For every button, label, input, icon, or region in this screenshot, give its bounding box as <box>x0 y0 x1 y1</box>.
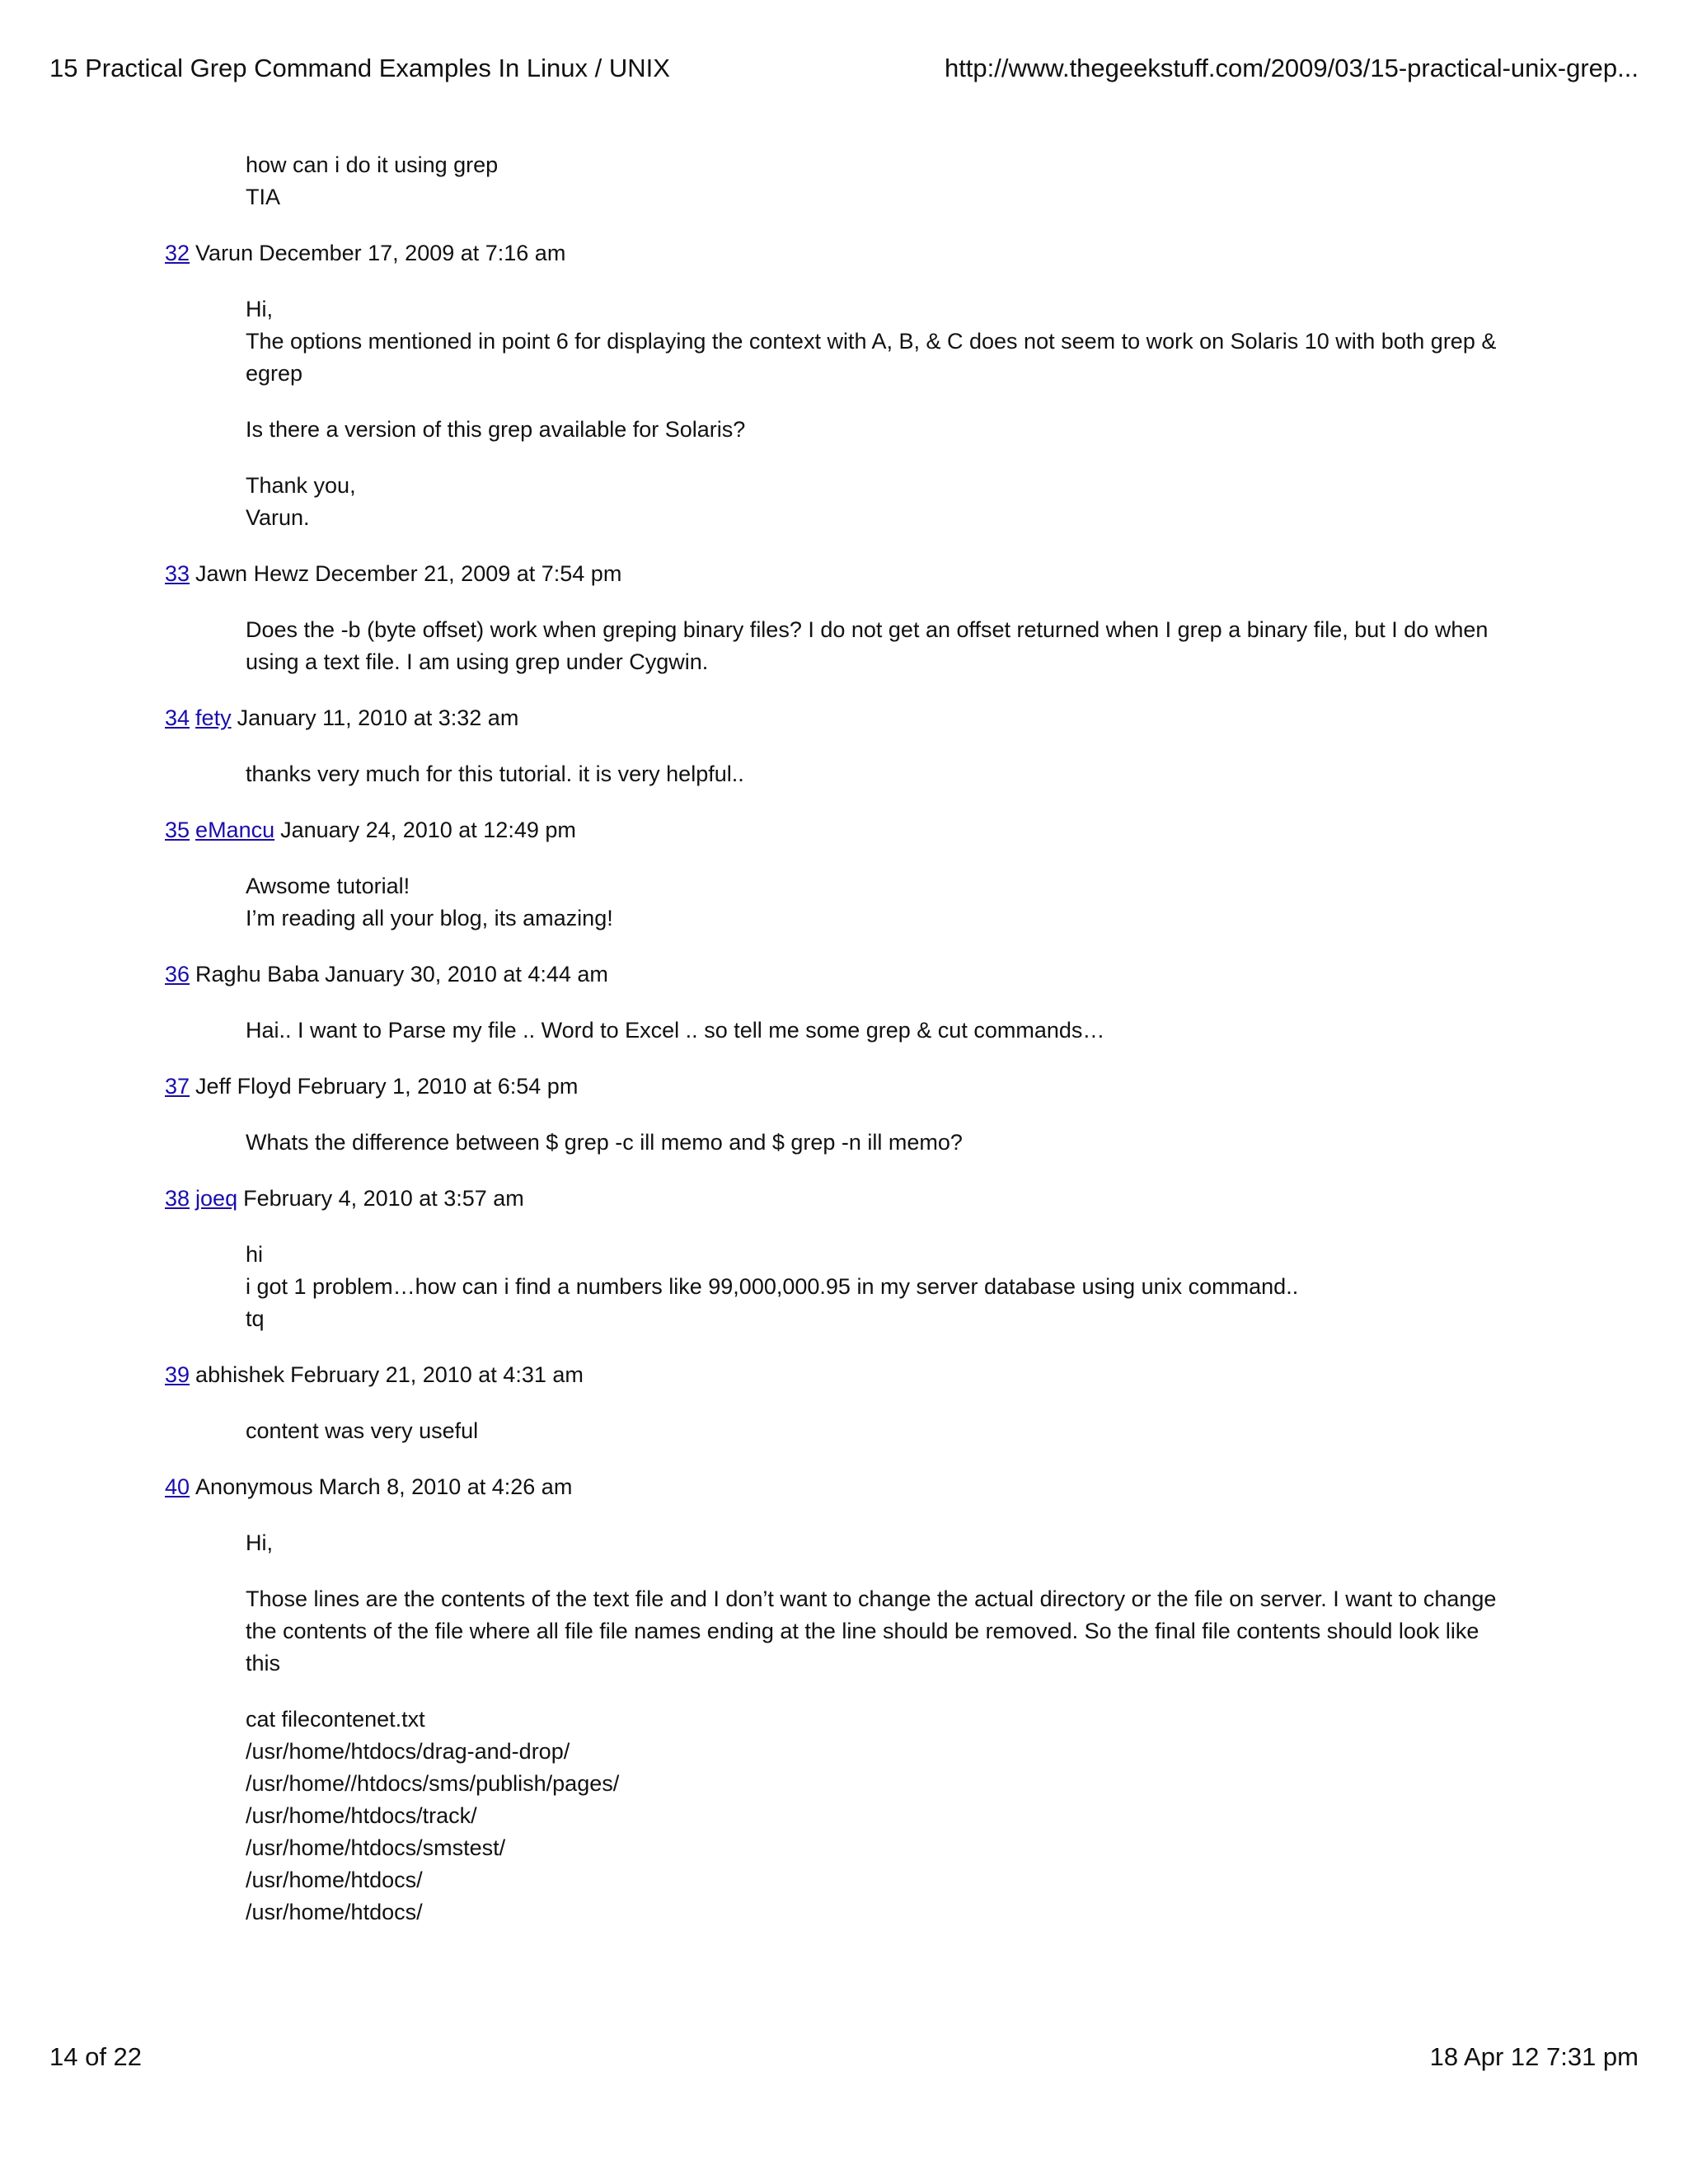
comment-meta <box>165 1359 1517 1391</box>
page-footer-datetime: 18 Apr 12 7:31 pm <box>1429 2042 1639 2071</box>
page-header-url: http://www.thegeekstuff.com/2009/03/15-practical-unix-grep... <box>944 54 1639 82</box>
comment-meta <box>165 702 1517 734</box>
comment-number-link[interactable]: 37 <box>165 1074 190 1099</box>
comment-date: February 4, 2010 at 3:57 am <box>243 1186 524 1211</box>
comment-paragraph <box>246 758 1519 790</box>
comment-date: March 8, 2010 at 4:26 am <box>318 1474 573 1499</box>
comment-meta <box>165 1471 1517 1503</box>
comment-paragraph <box>246 1239 1519 1335</box>
comment-author: Jeff Floyd <box>195 1074 292 1099</box>
comment-date: January 30, 2010 at 4:44 am <box>325 962 608 987</box>
comment-32 <box>165 237 1517 534</box>
comment-thread <box>165 149 1517 1952</box>
text-line: cat filecontenet.txt <box>246 1707 425 1732</box>
page-footer-count: 14 of 22 <box>49 2042 143 2071</box>
comment-35 <box>165 814 1517 935</box>
intro-text <box>246 149 1519 213</box>
text-line: /usr/home//htdocs/sms/publish/pages/ <box>246 1771 620 1796</box>
comment-date: January 11, 2010 at 3:32 am <box>237 705 519 730</box>
comment-date: January 24, 2010 at 12:49 pm <box>280 818 576 842</box>
text-line: /usr/home/htdocs/ <box>246 1900 423 1924</box>
text-line: content was very useful <box>246 1418 479 1443</box>
comment-author-link[interactable]: eMancu <box>195 818 275 842</box>
comment-author: abhishek <box>195 1362 285 1387</box>
comment-paragraph <box>246 1527 1519 1559</box>
text-line: Does the -b (byte offset) work when greping binary files? I do not get an offset returned when I grep a binary file, but I do when <box>246 617 1489 642</box>
text-line: TIA <box>246 185 281 209</box>
text-line: Is there a version of this grep available for Solaris? <box>246 417 746 442</box>
comment-paragraph <box>246 1583 1519 1680</box>
comment-author: Varun <box>195 241 254 265</box>
text-line: /usr/home/htdocs/smstest/ <box>246 1835 506 1860</box>
comment-paragraph <box>246 414 1519 446</box>
comment-paragraph <box>246 1415 1519 1447</box>
text-line: Whats the difference between $ grep -c ill memo and $ grep -n ill memo? <box>246 1130 963 1155</box>
text-line: i got 1 problem…how can i find a numbers like 99,000,000.95 in my server database using unix command.. <box>246 1274 1299 1299</box>
comment-number-link[interactable]: 33 <box>165 561 190 586</box>
comment-list <box>165 237 1517 1929</box>
comment-paragraph <box>246 1127 1519 1159</box>
text-line: Varun. <box>246 505 310 530</box>
text-line: how can i do it using grep <box>246 152 499 177</box>
comment-meta <box>165 958 1517 991</box>
comment-paragraph <box>246 293 1519 390</box>
comment-date: February 1, 2010 at 6:54 pm <box>297 1074 579 1099</box>
text-line: /usr/home/htdocs/ <box>246 1868 423 1892</box>
comment-date: December 17, 2009 at 7:16 am <box>259 241 566 265</box>
text-line: tq <box>246 1306 265 1331</box>
text-line: /usr/home/htdocs/drag-and-drop/ <box>246 1739 570 1764</box>
comment-author-link[interactable]: fety <box>195 705 232 730</box>
page-header-title: 15 Practical Grep Command Examples In Linux / UNIX <box>49 54 670 82</box>
text-line: Hi, <box>246 1530 273 1555</box>
comment-date: December 21, 2009 at 7:54 pm <box>315 561 622 586</box>
text-line: Hi, <box>246 297 273 321</box>
comment-39 <box>165 1359 1517 1447</box>
comment-paragraph <box>246 1704 1519 1929</box>
text-line: this <box>246 1651 281 1675</box>
comment-number-link[interactable]: 35 <box>165 818 190 842</box>
comment-meta <box>165 1183 1517 1215</box>
comment-meta <box>165 1071 1517 1103</box>
comment-number-link[interactable]: 32 <box>165 241 190 265</box>
text-line: Thank you, <box>246 473 356 498</box>
comment-meta <box>165 558 1517 590</box>
comment-author: Raghu Baba <box>195 962 320 987</box>
comment-paragraph <box>246 870 1519 935</box>
text-line: Those lines are the contents of the text file and I don’t want to change the actual directory or the file on server. I want to change <box>246 1586 1497 1611</box>
comment-paragraph <box>246 470 1519 534</box>
comment-number-link[interactable]: 38 <box>165 1186 190 1211</box>
comment-author: Anonymous <box>195 1474 313 1499</box>
text-line: Awsome tutorial! <box>246 874 410 898</box>
comment-author: Jawn Hewz <box>195 561 310 586</box>
text-line: hi <box>246 1242 264 1267</box>
comment-36 <box>165 958 1517 1047</box>
comment-paragraph <box>246 614 1519 678</box>
text-line: using a text file. I am using grep under Cygwin. <box>246 649 709 674</box>
comment-number-link[interactable]: 36 <box>165 962 190 987</box>
comment-34 <box>165 702 1517 790</box>
comment-number-link[interactable]: 39 <box>165 1362 190 1387</box>
comment-meta <box>165 237 1517 269</box>
text-line: thanks very much for this tutorial. it is very helpful.. <box>246 762 744 786</box>
text-line: egrep <box>246 361 303 386</box>
comment-meta <box>165 814 1517 846</box>
text-line: The options mentioned in point 6 for displaying the context with A, B, & C does not seem to work on Solaris 10 with both grep & <box>246 329 1497 354</box>
text-line: the contents of the file where all file file names ending at the line should be removed. So the final file contents should look like <box>246 1619 1479 1643</box>
comment-number-link[interactable]: 40 <box>165 1474 190 1499</box>
comment-38 <box>165 1183 1517 1335</box>
text-line: Hai.. I want to Parse my file .. Word to Excel .. so tell me some grep & cut commands… <box>246 1018 1105 1043</box>
text-line: I’m reading all your blog, its amazing! <box>246 906 613 930</box>
text-line: /usr/home/htdocs/track/ <box>246 1803 477 1828</box>
comment-author-link[interactable]: joeq <box>195 1186 238 1211</box>
comment-number-link[interactable]: 34 <box>165 705 190 730</box>
comment-37 <box>165 1071 1517 1159</box>
comment-33 <box>165 558 1517 678</box>
comment-40 <box>165 1471 1517 1929</box>
comment-date: February 21, 2010 at 4:31 am <box>290 1362 584 1387</box>
comment-paragraph <box>246 1015 1519 1047</box>
